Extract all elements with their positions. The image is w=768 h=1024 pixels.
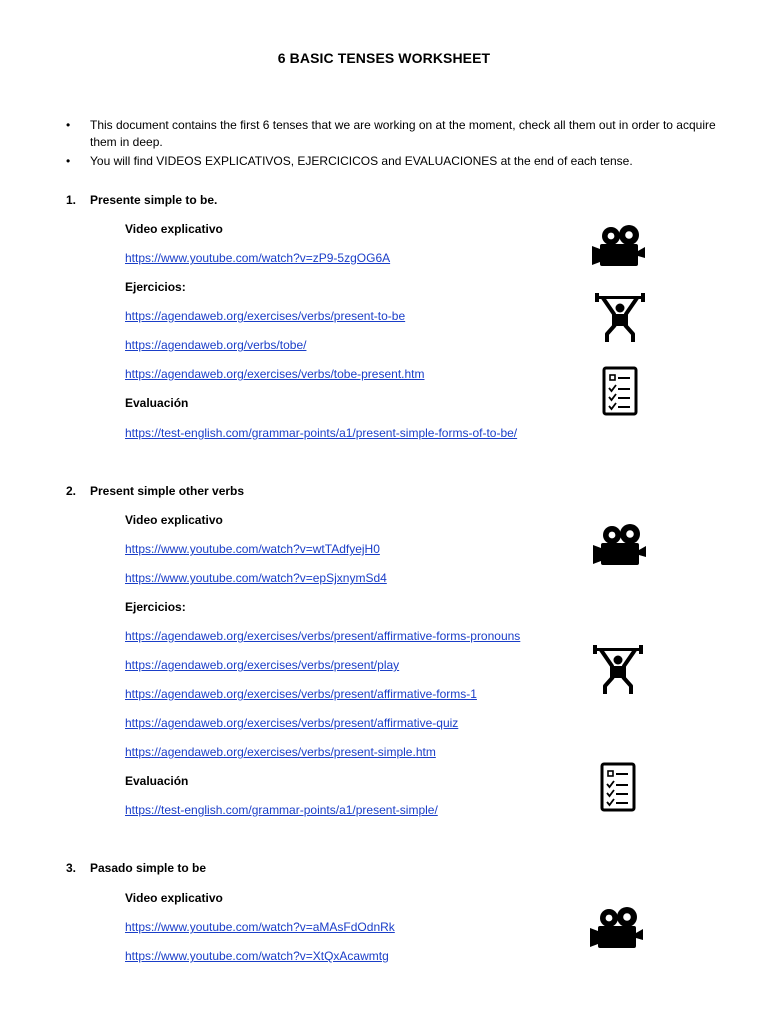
exercise-link[interactable]: https://agendaweb.org/exercises/verbs/present/play [125,658,400,672]
section-heading-2 [66,484,244,498]
section-number: 3. [66,861,77,875]
video-link[interactable]: https://www.youtube.com/watch?v=zP9-5zgOG6A [125,251,391,265]
section-title: Present simple other verbs [90,484,245,498]
video-label: Video explicativo [125,513,223,527]
video-link[interactable]: https://www.youtube.com/watch?v=XtQxAcawmtg [125,949,389,963]
video-camera-icon [590,222,646,274]
evaluation-link[interactable]: https://test-english.com/grammar-points/a1/present-simple-forms-of-to-be/ [125,426,518,440]
video-camera-icon [591,521,647,573]
section-title: Pasado simple to be [90,861,207,875]
exercise-link[interactable]: https://agendaweb.org/exercises/verbs/present/affirmative-quiz [125,716,459,730]
exercises-label: Ejercicios: [125,280,186,294]
section-heading-1 [66,193,217,207]
bullet-dot: • [66,154,71,168]
exercise-link[interactable]: https://agendaweb.org/exercises/verbs/present/affirmative-forms-pronouns [125,629,521,643]
section-number: 2. [66,484,77,498]
exercise-link[interactable]: https://agendaweb.org/exercises/verbs/present-simple.htm [125,745,436,759]
intro-bullet [66,153,726,170]
checklist-icon [594,762,642,814]
evaluation-link[interactable]: https://test-english.com/grammar-points/a1/present-simple/ [125,803,438,817]
bullet-text: You will find VIDEOS EXPLICATIVOS, EJERCICICOS and EVALUACIONES at the end of each tense. [90,154,633,168]
bullet-dot: • [66,118,71,132]
weightlifter-icon [592,292,648,344]
page-title: 6 BASIC TENSES WORKSHEET [277,50,491,66]
exercise-link[interactable]: https://agendaweb.org/verbs/tobe/ [125,338,307,352]
exercise-link[interactable]: https://agendaweb.org/exercises/verbs/present/affirmative-forms-1 [125,687,477,701]
video-link[interactable]: https://www.youtube.com/watch?v=epSjxnymSd4 [125,571,387,585]
checklist-icon [596,366,644,418]
exercises-label: Ejercicios: [125,600,186,614]
video-link[interactable]: https://www.youtube.com/watch?v=aMAsFdOdnRk [125,920,395,934]
section-number: 1. [66,193,77,207]
intro-bullet [66,117,726,151]
bullet-text: This document contains the first 6 tenses that we are working on at the moment, check all them out in order to acquire them in deep. [90,118,716,149]
weightlifter-icon [590,644,646,696]
video-camera-icon [588,904,644,956]
intro-bullet-list [66,117,726,170]
video-label: Video explicativo [125,222,223,236]
evaluation-label: Evaluación [125,774,189,788]
evaluation-label: Evaluación [125,396,189,410]
video-label: Video explicativo [125,891,223,905]
video-link[interactable]: https://www.youtube.com/watch?v=wtTAdfyejH0 [125,542,380,556]
exercise-link[interactable]: https://agendaweb.org/exercises/verbs/present-to-be [125,309,406,323]
section-heading-3 [66,861,206,875]
exercise-link[interactable]: https://agendaweb.org/exercises/verbs/tobe-present.htm [125,367,425,381]
section-title: Presente simple to be. [90,193,218,207]
